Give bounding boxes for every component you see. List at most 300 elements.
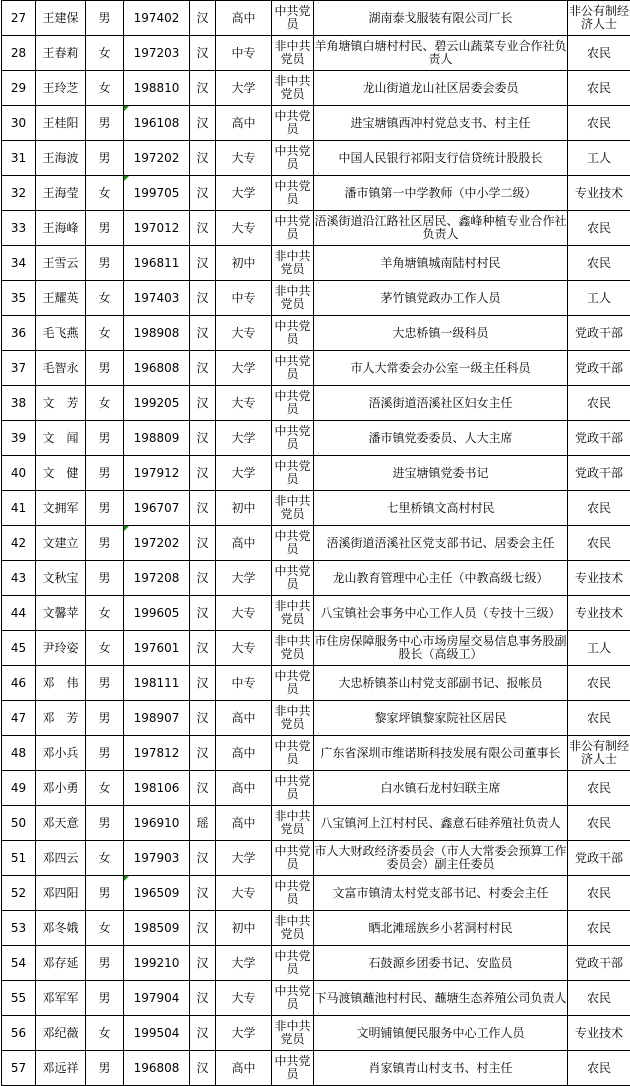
gender-cell bbox=[86, 106, 124, 141]
job-title-cell-text: 大忠桥镇一级科员 bbox=[392, 326, 488, 340]
row-number-cell bbox=[2, 491, 36, 526]
name-cell bbox=[36, 701, 86, 736]
birth-date-cell-text: 196108 bbox=[134, 116, 180, 130]
birth-date-cell-text: 196910 bbox=[134, 816, 180, 830]
party-cell bbox=[272, 666, 314, 701]
row-number-cell bbox=[2, 421, 36, 456]
name-cell bbox=[36, 351, 86, 386]
category-cell-text: 农民 bbox=[587, 256, 611, 270]
education-cell bbox=[216, 141, 272, 176]
name-cell-text: 邓小兵 bbox=[42, 746, 78, 760]
party-cell-text: 中共党员 bbox=[274, 844, 310, 871]
education-cell-text: 大学 bbox=[231, 956, 255, 970]
name-cell-text: 毛飞燕 bbox=[42, 326, 78, 340]
education-cell-text: 大学 bbox=[231, 851, 255, 865]
birth-date-cell bbox=[124, 211, 190, 246]
category-cell-text: 农民 bbox=[587, 886, 611, 900]
birth-date-cell-text: 197402 bbox=[134, 11, 180, 25]
table-row bbox=[2, 806, 630, 841]
row-number-cell bbox=[2, 701, 36, 736]
education-cell bbox=[216, 876, 272, 911]
row-number-cell bbox=[2, 806, 36, 841]
job-title-cell-text: 七里桥镇文高村村民 bbox=[386, 501, 494, 515]
job-title-cell bbox=[314, 316, 568, 351]
name-cell bbox=[36, 176, 86, 211]
category-cell bbox=[568, 281, 630, 316]
category-cell-text: 党政干部 bbox=[575, 431, 623, 445]
row-number-cell bbox=[2, 911, 36, 946]
ethnicity-cell-text: 汉 bbox=[196, 291, 208, 305]
ethnicity-cell-text: 汉 bbox=[196, 781, 208, 795]
party-cell-text: 非中共党员 bbox=[274, 74, 310, 101]
gender-cell-text: 男 bbox=[98, 361, 110, 375]
party-cell bbox=[272, 141, 314, 176]
row-number-cell-text: 30 bbox=[11, 116, 26, 130]
name-cell bbox=[36, 526, 86, 561]
category-cell-text: 非公有制经济人士 bbox=[569, 739, 629, 766]
birth-date-cell-text: 197812 bbox=[134, 746, 180, 760]
party-cell-text: 中共党员 bbox=[274, 144, 310, 171]
party-cell-text: 非中共党员 bbox=[274, 249, 310, 276]
job-title-cell bbox=[314, 701, 568, 736]
birth-date-cell-text: 197403 bbox=[134, 291, 180, 305]
ethnicity-cell-text: 汉 bbox=[196, 711, 208, 725]
party-cell-text: 中共党员 bbox=[274, 1054, 310, 1081]
ethnicity-cell bbox=[190, 806, 216, 841]
birth-date-cell-text: 196509 bbox=[134, 886, 180, 900]
row-number-cell-text: 56 bbox=[11, 1026, 26, 1040]
ethnicity-cell bbox=[190, 351, 216, 386]
education-cell-text: 初中 bbox=[231, 256, 255, 270]
job-title-cell-text: 羊角塘镇白塘村村民、碧云山蔬菜专业合作社负责人 bbox=[314, 39, 566, 66]
party-cell-text: 非中共党员 bbox=[274, 599, 310, 626]
birth-date-cell-text: 199605 bbox=[134, 606, 180, 620]
name-cell bbox=[36, 281, 86, 316]
party-cell bbox=[272, 176, 314, 211]
education-cell-text: 高中 bbox=[231, 116, 255, 130]
table-row bbox=[2, 141, 630, 176]
row-number-cell bbox=[2, 946, 36, 981]
name-cell-text: 文秋宝 bbox=[42, 571, 78, 585]
table-row bbox=[2, 771, 630, 806]
party-cell bbox=[272, 316, 314, 351]
row-number-cell bbox=[2, 561, 36, 596]
gender-cell bbox=[86, 71, 124, 106]
category-cell-text: 农民 bbox=[587, 676, 611, 690]
job-title-cell bbox=[314, 736, 568, 771]
party-cell-text: 中共党员 bbox=[274, 774, 310, 801]
row-number-cell-text: 38 bbox=[11, 396, 26, 410]
education-cell-text: 大学 bbox=[231, 81, 255, 95]
ethnicity-cell-text: 汉 bbox=[196, 186, 208, 200]
party-cell-text: 中共党员 bbox=[274, 389, 310, 416]
ethnicity-cell bbox=[190, 316, 216, 351]
education-cell bbox=[216, 806, 272, 841]
category-cell bbox=[568, 911, 630, 946]
gender-cell bbox=[86, 351, 124, 386]
party-cell-text: 中共党员 bbox=[274, 564, 310, 591]
job-title-cell-text: 潘市镇第一中学教师（中小学二级） bbox=[344, 186, 536, 200]
job-title-cell bbox=[314, 946, 568, 981]
table-row bbox=[2, 71, 630, 106]
comment-marker-icon bbox=[124, 106, 129, 111]
job-title-cell bbox=[314, 176, 568, 211]
party-cell-text: 中共党员 bbox=[274, 179, 310, 206]
name-cell bbox=[36, 771, 86, 806]
party-cell bbox=[272, 351, 314, 386]
ethnicity-cell bbox=[190, 141, 216, 176]
education-cell-text: 中专 bbox=[231, 46, 255, 60]
table-row bbox=[2, 386, 630, 421]
ethnicity-cell-text: 汉 bbox=[196, 956, 208, 970]
row-number-cell bbox=[2, 1016, 36, 1051]
party-cell bbox=[272, 36, 314, 71]
job-title-cell bbox=[314, 1016, 568, 1051]
party-cell bbox=[272, 876, 314, 911]
row-number-cell bbox=[2, 631, 36, 666]
category-cell-text: 党政干部 bbox=[575, 466, 623, 480]
education-cell-text: 高中 bbox=[231, 746, 255, 760]
party-cell bbox=[272, 771, 314, 806]
name-cell bbox=[36, 246, 86, 281]
gender-cell-text: 男 bbox=[98, 431, 110, 445]
row-number-cell-text: 47 bbox=[11, 711, 26, 725]
education-cell-text: 高中 bbox=[231, 11, 255, 25]
category-cell bbox=[568, 596, 630, 631]
gender-cell-text: 男 bbox=[98, 956, 110, 970]
gender-cell bbox=[86, 281, 124, 316]
education-cell bbox=[216, 71, 272, 106]
category-cell bbox=[568, 141, 630, 176]
birth-date-cell-text: 198106 bbox=[134, 781, 180, 795]
party-cell-text: 中共党员 bbox=[274, 669, 310, 696]
category-cell-text: 农民 bbox=[587, 781, 611, 795]
education-cell bbox=[216, 211, 272, 246]
row-number-cell bbox=[2, 456, 36, 491]
gender-cell bbox=[86, 1016, 124, 1051]
job-title-cell bbox=[314, 246, 568, 281]
row-number-cell bbox=[2, 246, 36, 281]
row-number-cell-text: 41 bbox=[11, 501, 26, 515]
birth-date-cell bbox=[124, 456, 190, 491]
job-title-cell-text: 八宝镇社会事务中心工作人员（专技十三级） bbox=[320, 606, 560, 620]
birth-date-cell bbox=[124, 36, 190, 71]
birth-date-cell bbox=[124, 841, 190, 876]
table-row bbox=[2, 666, 630, 701]
party-cell-text: 中共党员 bbox=[274, 4, 310, 31]
gender-cell-text: 女 bbox=[98, 1026, 110, 1040]
table-row bbox=[2, 246, 630, 281]
row-number-cell-text: 52 bbox=[11, 886, 26, 900]
job-title-cell-text: 湖南泰戈服装有限公司厂长 bbox=[368, 11, 512, 25]
birth-date-cell-text: 196811 bbox=[134, 256, 180, 270]
party-cell bbox=[272, 281, 314, 316]
job-title-cell bbox=[314, 771, 568, 806]
party-cell-text: 中共党员 bbox=[274, 949, 310, 976]
category-cell bbox=[568, 351, 630, 386]
name-cell-text: 王海峰 bbox=[42, 221, 78, 235]
table-row bbox=[2, 876, 630, 911]
gender-cell bbox=[86, 666, 124, 701]
table-row bbox=[2, 456, 630, 491]
row-number-cell-text: 43 bbox=[11, 571, 26, 585]
job-title-cell bbox=[314, 666, 568, 701]
education-cell bbox=[216, 911, 272, 946]
table-row bbox=[2, 281, 630, 316]
job-title-cell-text: 龙山街道龙山社区居委会委员 bbox=[362, 81, 518, 95]
row-number-cell-text: 48 bbox=[11, 746, 26, 760]
category-cell-text: 党政干部 bbox=[575, 326, 623, 340]
row-number-cell-text: 55 bbox=[11, 991, 26, 1005]
gender-cell-text: 男 bbox=[98, 816, 110, 830]
job-title-cell bbox=[314, 386, 568, 421]
education-cell bbox=[216, 736, 272, 771]
row-number-cell bbox=[2, 1, 36, 36]
party-cell-text: 中共党员 bbox=[274, 214, 310, 241]
row-number-cell bbox=[2, 316, 36, 351]
name-cell bbox=[36, 876, 86, 911]
ethnicity-cell bbox=[190, 981, 216, 1016]
job-title-cell bbox=[314, 141, 568, 176]
party-cell bbox=[272, 806, 314, 841]
birth-date-cell bbox=[124, 946, 190, 981]
ethnicity-cell-text: 汉 bbox=[196, 571, 208, 585]
row-number-cell bbox=[2, 176, 36, 211]
job-title-cell-text: 广东省深圳市维诺斯科技发展有限公司董事长 bbox=[320, 746, 560, 760]
birth-date-cell-text: 197203 bbox=[134, 46, 180, 60]
party-cell-text: 非中共党员 bbox=[274, 39, 310, 66]
category-cell-text: 农民 bbox=[587, 536, 611, 550]
job-title-cell bbox=[314, 561, 568, 596]
party-cell-text: 中共党员 bbox=[274, 879, 310, 906]
gender-cell-text: 女 bbox=[98, 781, 110, 795]
gender-cell bbox=[86, 176, 124, 211]
category-cell-text: 农民 bbox=[587, 816, 611, 830]
gender-cell bbox=[86, 141, 124, 176]
education-cell-text: 高中 bbox=[231, 711, 255, 725]
name-cell bbox=[36, 841, 86, 876]
category-cell-text: 农民 bbox=[587, 1061, 611, 1075]
row-number-cell-text: 36 bbox=[11, 326, 26, 340]
gender-cell-text: 男 bbox=[98, 991, 110, 1005]
gender-cell-text: 男 bbox=[98, 116, 110, 130]
job-title-cell-text: 八宝镇河上江村村民、鑫意石硅养殖社负责人 bbox=[320, 816, 560, 830]
ethnicity-cell-text: 瑶 bbox=[196, 816, 208, 830]
party-cell bbox=[272, 736, 314, 771]
party-cell-text: 非中共党员 bbox=[274, 494, 310, 521]
row-number-cell bbox=[2, 596, 36, 631]
job-title-cell-text: 下马渡镇蘸池村村民、蘸塘生态养殖公司负责人 bbox=[314, 991, 566, 1005]
row-number-cell bbox=[2, 841, 36, 876]
gender-cell-text: 男 bbox=[98, 221, 110, 235]
education-cell-text: 中专 bbox=[231, 291, 255, 305]
row-number-cell bbox=[2, 71, 36, 106]
table-row bbox=[2, 596, 630, 631]
row-number-cell-text: 35 bbox=[11, 291, 26, 305]
education-cell-text: 大专 bbox=[231, 886, 255, 900]
gender-cell-text: 男 bbox=[98, 886, 110, 900]
name-cell-text: 邓 伟 bbox=[42, 676, 78, 690]
row-number-cell-text: 44 bbox=[11, 606, 26, 620]
party-cell bbox=[272, 456, 314, 491]
row-number-cell-text: 31 bbox=[11, 151, 26, 165]
party-cell-text: 中共党员 bbox=[274, 109, 310, 136]
name-cell bbox=[36, 456, 86, 491]
job-title-cell bbox=[314, 491, 568, 526]
name-cell bbox=[36, 421, 86, 456]
job-title-cell-text: 黎家坪镇黎家院社区居民 bbox=[374, 711, 506, 725]
name-cell bbox=[36, 386, 86, 421]
gender-cell bbox=[86, 841, 124, 876]
education-cell bbox=[216, 176, 272, 211]
education-cell bbox=[216, 106, 272, 141]
education-cell-text: 高中 bbox=[231, 1061, 255, 1075]
birth-date-cell bbox=[124, 596, 190, 631]
category-cell bbox=[568, 316, 630, 351]
party-cell bbox=[272, 561, 314, 596]
category-cell-text: 农民 bbox=[587, 116, 611, 130]
gender-cell bbox=[86, 561, 124, 596]
row-number-cell bbox=[2, 351, 36, 386]
category-cell bbox=[568, 771, 630, 806]
category-cell bbox=[568, 211, 630, 246]
row-number-cell-text: 50 bbox=[11, 816, 26, 830]
row-number-cell-text: 53 bbox=[11, 921, 26, 935]
category-cell-text: 非公有制经济人士 bbox=[569, 4, 629, 31]
name-cell-text: 邓四阳 bbox=[42, 886, 78, 900]
name-cell bbox=[36, 561, 86, 596]
job-title-cell-text: 浯溪街道沿江路社区居民、鑫峰种植专业合作社负责人 bbox=[314, 214, 566, 241]
row-number-cell-text: 37 bbox=[11, 361, 26, 375]
category-cell bbox=[568, 386, 630, 421]
party-cell bbox=[272, 596, 314, 631]
category-cell-text: 农民 bbox=[587, 711, 611, 725]
name-cell-text: 文 芳 bbox=[42, 396, 78, 410]
education-cell-text: 大专 bbox=[231, 606, 255, 620]
ethnicity-cell bbox=[190, 1, 216, 36]
birth-date-cell-text: 196808 bbox=[134, 361, 180, 375]
birth-date-cell bbox=[124, 176, 190, 211]
party-cell bbox=[272, 911, 314, 946]
party-cell bbox=[272, 71, 314, 106]
category-cell bbox=[568, 701, 630, 736]
ethnicity-cell-text: 汉 bbox=[196, 991, 208, 1005]
birth-date-cell-text: 197012 bbox=[134, 221, 180, 235]
gender-cell-text: 女 bbox=[98, 396, 110, 410]
party-cell-text: 非中共党员 bbox=[274, 704, 310, 731]
gender-cell-text: 女 bbox=[98, 851, 110, 865]
job-title-cell bbox=[314, 841, 568, 876]
birth-date-cell-text: 198810 bbox=[134, 81, 180, 95]
comment-marker-icon bbox=[124, 176, 129, 181]
name-cell-text: 毛智永 bbox=[42, 361, 78, 375]
birth-date-cell bbox=[124, 736, 190, 771]
name-cell bbox=[36, 1, 86, 36]
ethnicity-cell bbox=[190, 596, 216, 631]
birth-date-cell bbox=[124, 71, 190, 106]
gender-cell bbox=[86, 386, 124, 421]
row-number-cell bbox=[2, 981, 36, 1016]
gender-cell-text: 男 bbox=[98, 466, 110, 480]
name-cell-text: 文馨苹 bbox=[42, 606, 78, 620]
row-number-cell bbox=[2, 736, 36, 771]
job-title-cell-text: 进宝塘镇西冲村党总支书、村主任 bbox=[350, 116, 530, 130]
party-cell-text: 中共党员 bbox=[274, 459, 310, 486]
birth-date-cell-text: 198907 bbox=[134, 711, 180, 725]
row-number-cell-text: 46 bbox=[11, 676, 26, 690]
category-cell bbox=[568, 491, 630, 526]
education-cell-text: 大学 bbox=[231, 186, 255, 200]
job-title-cell-text: 浯溪街道浯溪社区妇女主任 bbox=[368, 396, 512, 410]
job-title-cell-text: 文明铺镇便民服务中心工作人员 bbox=[356, 1026, 524, 1040]
ethnicity-cell bbox=[190, 1016, 216, 1051]
education-cell bbox=[216, 1016, 272, 1051]
name-cell-text: 王桂阳 bbox=[42, 116, 78, 130]
education-cell bbox=[216, 841, 272, 876]
party-cell bbox=[272, 211, 314, 246]
ethnicity-cell-text: 汉 bbox=[196, 1026, 208, 1040]
row-number-cell-text: 28 bbox=[11, 46, 26, 60]
name-cell-text: 王海波 bbox=[42, 151, 78, 165]
gender-cell bbox=[86, 771, 124, 806]
ethnicity-cell bbox=[190, 281, 216, 316]
ethnicity-cell-text: 汉 bbox=[196, 326, 208, 340]
category-cell-text: 专业技术 bbox=[575, 1026, 623, 1040]
birth-date-cell bbox=[124, 666, 190, 701]
birth-date-cell bbox=[124, 281, 190, 316]
education-cell bbox=[216, 1, 272, 36]
category-cell-text: 工人 bbox=[587, 641, 611, 655]
education-cell bbox=[216, 421, 272, 456]
job-title-cell bbox=[314, 596, 568, 631]
ethnicity-cell bbox=[190, 491, 216, 526]
roster-body bbox=[2, 1, 630, 1086]
education-cell-text: 大专 bbox=[231, 326, 255, 340]
party-cell bbox=[272, 526, 314, 561]
name-cell bbox=[36, 71, 86, 106]
row-number-cell bbox=[2, 211, 36, 246]
name-cell bbox=[36, 36, 86, 71]
job-title-cell bbox=[314, 526, 568, 561]
category-cell bbox=[568, 526, 630, 561]
gender-cell bbox=[86, 631, 124, 666]
birth-date-cell bbox=[124, 491, 190, 526]
birth-date-cell bbox=[124, 876, 190, 911]
party-cell bbox=[272, 491, 314, 526]
category-cell bbox=[568, 246, 630, 281]
category-cell-text: 农民 bbox=[587, 921, 611, 935]
row-number-cell-text: 29 bbox=[11, 81, 26, 95]
education-cell-text: 中专 bbox=[231, 676, 255, 690]
education-cell-text: 大专 bbox=[231, 396, 255, 410]
job-title-cell-text: 市住房保障服务中心市场房屋交易信息事务股副股长（高级工） bbox=[314, 634, 566, 661]
job-title-cell bbox=[314, 1, 568, 36]
category-cell-text: 工人 bbox=[587, 291, 611, 305]
category-cell bbox=[568, 631, 630, 666]
category-cell-text: 专业技术 bbox=[575, 606, 623, 620]
category-cell bbox=[568, 456, 630, 491]
row-number-cell-text: 45 bbox=[11, 641, 26, 655]
party-cell bbox=[272, 841, 314, 876]
job-title-cell-text: 肖家镇青山村支书、村主任 bbox=[368, 1061, 512, 1075]
name-cell-text: 王春莉 bbox=[42, 46, 78, 60]
ethnicity-cell bbox=[190, 946, 216, 981]
birth-date-cell-text: 198908 bbox=[134, 326, 180, 340]
category-cell bbox=[568, 736, 630, 771]
job-title-cell-text: 中国人民银行祁阳支行信贷统计股股长 bbox=[338, 151, 542, 165]
category-cell bbox=[568, 106, 630, 141]
gender-cell bbox=[86, 211, 124, 246]
